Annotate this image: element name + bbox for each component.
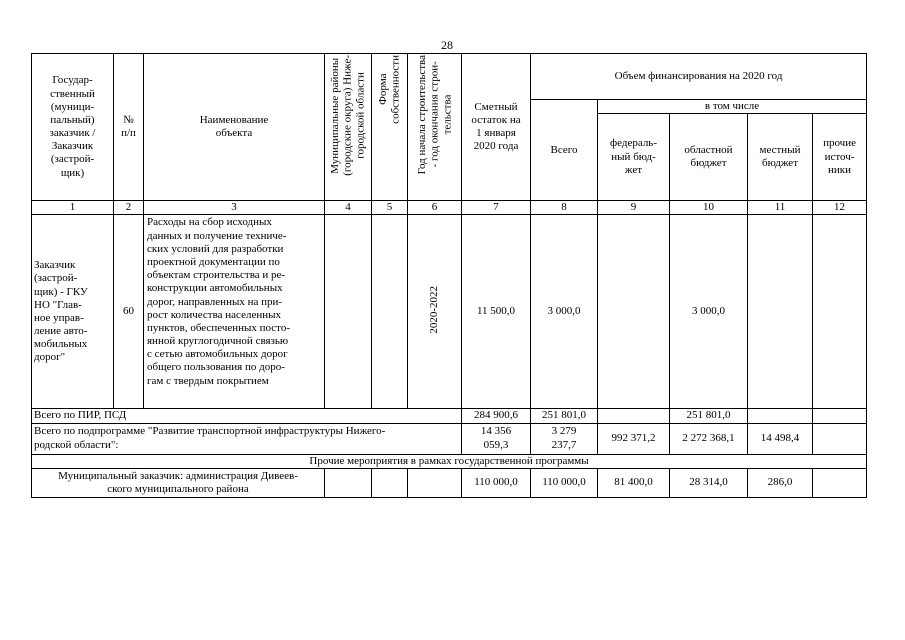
header-funding: Объем финансирования на 2020 год	[531, 54, 867, 100]
column-numbers-row	[32, 201, 867, 215]
col-number: 5	[372, 201, 408, 215]
table-row-municipal	[32, 468, 867, 497]
col-number: 4	[325, 201, 372, 215]
header-districts	[325, 54, 372, 201]
col-number: 3	[144, 201, 325, 215]
financing-table	[31, 53, 867, 498]
pir-other	[813, 409, 867, 423]
pir-regional: 251 801,0	[670, 409, 748, 423]
row-ownership	[372, 215, 408, 409]
row-estimate: 11 500,0	[462, 215, 531, 409]
header-number: № п/п	[114, 54, 144, 201]
header-districts-text: Муниципальные районы (городские округа) Ниже- городской области	[329, 55, 367, 176]
municipal-total: 110 000,0	[531, 468, 598, 497]
row-total: 3 000,0	[531, 215, 598, 409]
row-description: Расходы на сбор исходных данных и получение техниче- ских условий для разработки проектной документации по объектам строительства и ре- конструкции автомобильных дорог, направленных на при- рост количества населенных пунктов, обеспеченных посто- янной круглогодичной связью с сетью автомобильных дорог общего пользования по доро- гам с твердым покрытием	[144, 215, 325, 409]
municipal-other	[813, 468, 867, 497]
col-number: 11	[748, 201, 813, 215]
row-local	[748, 215, 813, 409]
subprogram-regional: 2 272 368,1	[670, 423, 748, 454]
row-years	[408, 215, 462, 409]
municipal-federal: 81 400,0	[598, 468, 670, 497]
subprogram-label: Всего по подпрограмме "Развитие транспортной инфраструктуры Нижего- родской области":	[32, 423, 462, 454]
header-ownership	[372, 54, 408, 201]
page-number: 28	[441, 38, 453, 52]
row-number: 60	[114, 215, 144, 409]
section-title: Прочие мероприятия в рамках государственной программы	[32, 454, 867, 468]
row-years-text: 2020-2022	[427, 285, 440, 334]
municipal-label: Муниципальный заказчик: администрация Дивеев- ского муниципального района	[32, 468, 325, 497]
pir-total: 251 801,0	[531, 409, 598, 423]
pir-label: Всего по ПИР, ПСД	[32, 409, 462, 423]
header-total: Всего	[531, 100, 598, 201]
col-number: 9	[598, 201, 670, 215]
header-local: местный бюджет	[748, 114, 813, 201]
header-ownership-text: Форма собственности	[376, 55, 402, 124]
col-number: 7	[462, 201, 531, 215]
section-row	[32, 454, 867, 468]
col-number: 6	[408, 201, 462, 215]
header-including: в том числе	[598, 100, 867, 114]
col-number: 8	[531, 201, 598, 215]
header-regional: областной бюджет	[670, 114, 748, 201]
col-number: 10	[670, 201, 748, 215]
header-object-name: Наименование объекта	[144, 54, 325, 201]
municipal-local: 286,0	[748, 468, 813, 497]
col-number: 2	[114, 201, 144, 215]
col-number: 12	[813, 201, 867, 215]
pir-local	[748, 409, 813, 423]
header-years-text: Год начала строительства - год окончания строи- тельства	[415, 55, 453, 175]
subprogram-federal: 992 371,2	[598, 423, 670, 454]
col-number: 1	[32, 201, 114, 215]
pir-estimate: 284 900,6	[462, 409, 531, 423]
row-federal	[598, 215, 670, 409]
header-estimate-balance: Сметный остаток на 1 января 2020 года	[462, 54, 531, 201]
header-other: прочие источ- ники	[813, 114, 867, 201]
header-federal: федераль- ный бюд- жет	[598, 114, 670, 201]
subprogram-total: 3 279 237,7	[531, 423, 598, 454]
municipal-estimate: 110 000,0	[462, 468, 531, 497]
table-row-pir	[32, 409, 867, 423]
pir-federal	[598, 409, 670, 423]
header-customer: Государ- ственный (муници- пальный) заказчик / Заказчик (застрой- щик)	[32, 54, 114, 201]
subprogram-other	[813, 423, 867, 454]
header-years	[408, 54, 462, 201]
municipal-districts	[325, 468, 372, 497]
row-other	[813, 215, 867, 409]
subprogram-local: 14 498,4	[748, 423, 813, 454]
row-districts	[325, 215, 372, 409]
subprogram-estimate: 14 356 059,3	[462, 423, 531, 454]
row-customer: Заказчик (застрой- щик) - ГКУ НО "Глав- ное управ- ление авто- мобильных дорог"	[32, 215, 114, 409]
table-row-subprogram	[32, 423, 867, 454]
row-regional: 3 000,0	[670, 215, 748, 409]
table-row-main	[32, 215, 867, 409]
municipal-regional: 28 314,0	[670, 468, 748, 497]
municipal-ownership	[372, 468, 408, 497]
municipal-years	[408, 468, 462, 497]
